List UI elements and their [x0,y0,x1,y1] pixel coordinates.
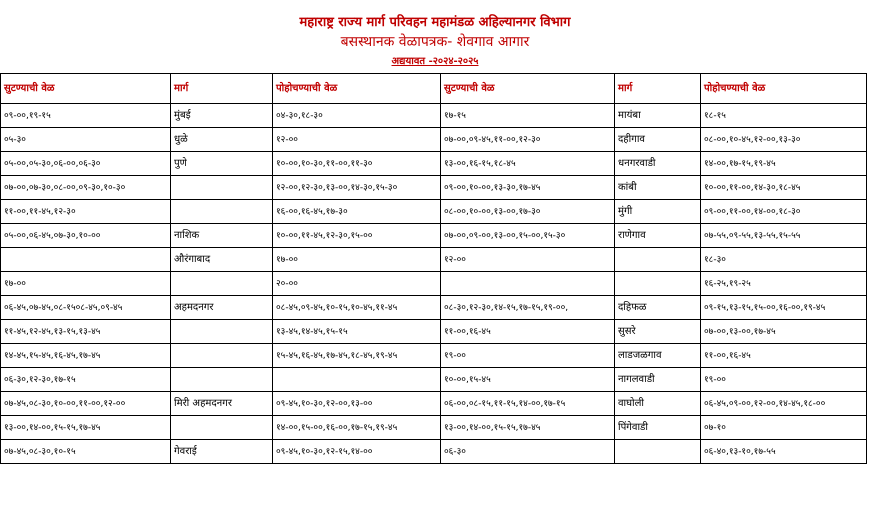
table-row [1,200,867,224]
route-cell: दहीगाव [615,128,701,152]
route-cell: दहिफळ [615,296,701,320]
arrival-time-cell: १४-००,१५-००,१६-००,१७-१५,१९-४५ [273,416,441,440]
table-row [1,416,867,440]
departure-time-cell: ०८-००,१०-००,१३-००,१७-३० [441,200,615,224]
route-cell [171,200,273,224]
updated-label: अद्ययावत -२०२४-२०२५ [391,56,479,67]
column-header: पोहोचण्याची वेळ [701,74,867,104]
departure-time-cell: १७-०० [1,272,171,296]
departure-time-cell [441,272,615,296]
route-cell: कांबी [615,176,701,200]
route-cell: सुसरे [615,320,701,344]
table-row [1,104,867,128]
arrival-time-cell: ०९-४५,१०-३०,१२-००,१३-०० [273,392,441,416]
route-cell: मायंबा [615,104,701,128]
departure-time-cell: ०९-००,१९-१५ [1,104,171,128]
route-cell: औरंगाबाद [171,248,273,272]
arrival-time-cell: १०-००,१०-३०,११-००,११-३० [273,152,441,176]
table-row [1,320,867,344]
arrival-time-cell: १८-१५ [701,104,867,128]
table-row [1,128,867,152]
departure-time-cell: ०८-३०,१२-३०,१४-१५,१७-१५,१९-००, [441,296,615,320]
departure-time-cell: १२-०० [441,248,615,272]
departure-time-cell: १७-१५ [441,104,615,128]
route-cell: लाडजळगाव [615,344,701,368]
arrival-time-cell: ११-००,१६-४५ [701,344,867,368]
table-row [1,224,867,248]
table-row [1,368,867,392]
page-subtitle: बसस्थानक वेळापत्रक- शेवगाव आगार [340,34,530,50]
arrival-time-cell: ०९-१५,१३-१५,१५-००,१६-००,१९-४५ [701,296,867,320]
route-cell: अहमदनगर [171,296,273,320]
arrival-time-cell: ०८-००,१०-४५,१२-००,१३-३० [701,128,867,152]
route-cell: धुळे [171,128,273,152]
departure-time-cell [1,248,171,272]
departure-time-cell: ०७-००,०९-००,१३-००,१५-००,१५-३० [441,224,615,248]
arrival-time-cell: १७-०० [273,248,441,272]
table-row [1,248,867,272]
route-cell: पिंगेवाडी [615,416,701,440]
arrival-time-cell: १२-००,१२-३०,१३-००,१४-३०,१५-३० [273,176,441,200]
departure-time-cell: ०६-४५,०७-४५,०८-१५०८-४५,०९-४५ [1,296,171,320]
arrival-time-cell: ०६-४०,१३-१०,१७-५५ [701,440,867,464]
route-cell [171,272,273,296]
timetable-table [0,73,867,464]
arrival-time-cell: ०८-४५,०९-४५,१०-१५,१०-४५,११-४५ [273,296,441,320]
table-row [1,272,867,296]
route-cell: राणेगाव [615,224,701,248]
arrival-time-cell: ०४-३०,१८-३० [273,104,441,128]
table-header-row [1,74,867,104]
arrival-time-cell: ०६-४५,०९-००,१२-००,१४-४५,१८-०० [701,392,867,416]
departure-time-cell: ०७-००,०७-३०,०८-००,०९-३०,१०-३० [1,176,171,200]
arrival-time-cell [273,368,441,392]
route-cell [615,248,701,272]
arrival-time-cell: ०९-००,११-००,१४-००,१८-३० [701,200,867,224]
route-cell: नागलवाडी [615,368,701,392]
route-cell [615,440,701,464]
column-header: पोहोचण्याची वेळ [273,74,441,104]
route-cell: मुंगी [615,200,701,224]
table-row [1,392,867,416]
departure-time-cell: ०५-००,०६-४५,०७-३०,१०-०० [1,224,171,248]
arrival-time-cell: १४-००,१७-१५,१९-४५ [701,152,867,176]
route-cell: धनगरवाडी [615,152,701,176]
route-cell: वाघोली [615,392,701,416]
departure-time-cell: १४-४५,१५-४५,१६-४५,१७-४५ [1,344,171,368]
departure-time-cell: ०७-४५,०८-३०,१०-००,११-००,१२-०० [1,392,171,416]
column-header: सुटण्याची वेळ [441,74,615,104]
arrival-time-cell: १०-००,११-००,१४-३०,१८-४५ [701,176,867,200]
route-cell [171,416,273,440]
arrival-time-cell: १६-२५,१९-२५ [701,272,867,296]
route-cell [171,176,273,200]
route-cell: पुणे [171,152,273,176]
departure-time-cell: ०५-३० [1,128,171,152]
route-cell: गेवराई [171,440,273,464]
table-body [1,104,867,464]
route-cell [171,368,273,392]
arrival-time-cell: १८-३० [701,248,867,272]
departure-time-cell: ०९-००,१०-००,१३-३०,१७-४५ [441,176,615,200]
departure-time-cell: १९-०० [441,344,615,368]
table-row [1,152,867,176]
route-cell: नाशिक [171,224,273,248]
route-cell [171,344,273,368]
departure-time-cell: १३-००,१६-१५,१८-४५ [441,152,615,176]
arrival-time-cell: ०९-४५,१०-३०,१२-१५,१४-०० [273,440,441,464]
departure-time-cell: ११-००,१६-४५ [441,320,615,344]
departure-time-cell: १०-००,१५-४५ [441,368,615,392]
departure-time-cell: ०६-३०,१२-३०,१७-१५ [1,368,171,392]
departure-time-cell: ०५-००,०५-३०,०६-००,०६-३० [1,152,171,176]
route-cell: मुंबई [171,104,273,128]
departure-time-cell: ०६-००,०८-१५,११-१५,१४-००,१७-१५ [441,392,615,416]
arrival-time-cell: ०७-१० [701,416,867,440]
departure-time-cell: १३-००,१४-००,१५-१५,१७-४५ [441,416,615,440]
table-row [1,440,867,464]
arrival-time-cell: २०-०० [273,272,441,296]
page-title: महाराष्ट्र राज्य मार्ग परिवहन महामंडळ अहिल्यानगर विभाग [299,15,571,30]
table-row [1,344,867,368]
arrival-time-cell: ०७-५५,०९-५५,१३-५५,१५-५५ [701,224,867,248]
departure-time-cell: ०६-३० [441,440,615,464]
arrival-time-cell: १६-००,१६-४५,१७-३० [273,200,441,224]
arrival-time-cell: १९-०० [701,368,867,392]
departure-time-cell: १३-००,१४-००,१५-१५,१७-४५ [1,416,171,440]
departure-time-cell: ०७-४५,०८-३०,१०-१५ [1,440,171,464]
arrival-time-cell: १५-४५,१६-४५,१७-४५,१८-४५,१९-४५ [273,344,441,368]
arrival-time-cell: १०-००,११-४५,१२-३०,१५-०० [273,224,441,248]
arrival-time-cell: १३-४५,१४-४५,१५-१५ [273,320,441,344]
table-row [1,176,867,200]
departure-time-cell: ११-४५,१२-४५,१३-१५,१३-४५ [1,320,171,344]
arrival-time-cell: १२-०० [273,128,441,152]
table-row [1,296,867,320]
route-cell: मिरी अहमदनगर [171,392,273,416]
column-header: सुटण्याची वेळ [1,74,171,104]
arrival-time-cell: ०७-००,१३-००,१७-४५ [701,320,867,344]
departure-time-cell: ०७-००,०९-४५,११-००,१२-३० [441,128,615,152]
column-header: मार्ग [615,74,701,104]
route-cell [615,272,701,296]
column-header: मार्ग [171,74,273,104]
route-cell [171,320,273,344]
departure-time-cell: ११-००,११-४५,१२-३० [1,200,171,224]
